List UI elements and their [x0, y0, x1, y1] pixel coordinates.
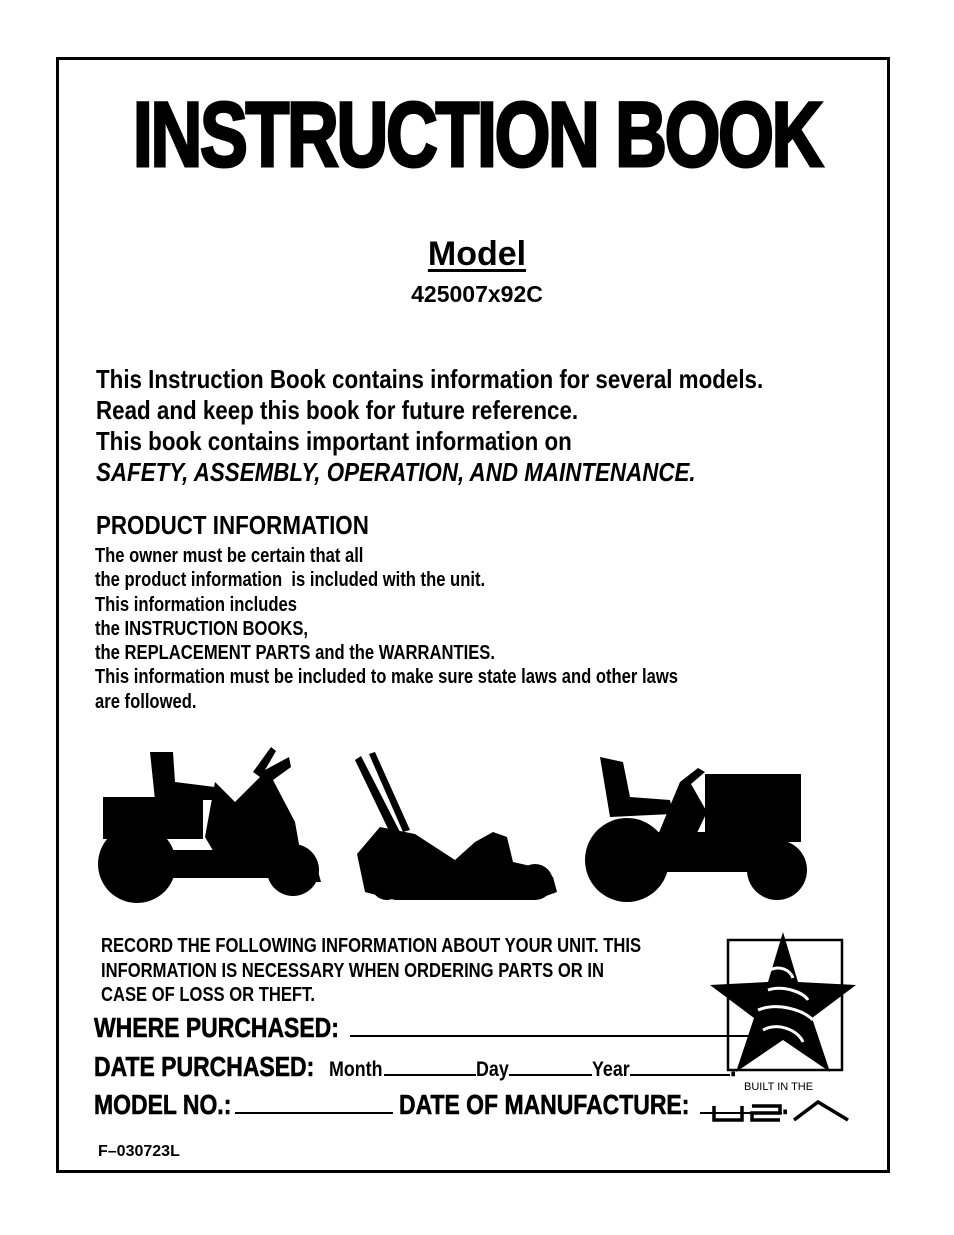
model-no-label: MODEL NO.: — [94, 1089, 232, 1120]
pi-line: the INSTRUCTION BOOKS, — [95, 617, 309, 640]
pi-line: are followed. — [95, 690, 197, 713]
where-purchased-label: WHERE PURCHASED: — [94, 1012, 339, 1043]
star-icon — [710, 932, 856, 1072]
pi-line: This information includes — [95, 593, 297, 616]
intro-line: Read and keep this book for future reference. — [96, 395, 579, 425]
month-field[interactable] — [384, 1074, 476, 1076]
pi-line: This information must be included to make sure state laws and other laws — [95, 666, 678, 689]
pi-line: the REPLACEMENT PARTS and the WARRANTIES. — [95, 642, 495, 665]
period: . — [781, 1089, 788, 1120]
model-label: Model — [427, 235, 527, 273]
day-label: Day — [475, 1058, 509, 1081]
product-information-body — [95, 544, 678, 714]
where-purchased-row — [94, 1012, 782, 1044]
pi-line: the product information is included with the unit. — [95, 569, 486, 592]
record-instructions — [101, 934, 641, 1008]
model-no-field[interactable] — [235, 1112, 393, 1114]
intro-emphasis: SAFETY, ASSEMBLY, OPERATION, AND MAINTENANCE. — [96, 457, 696, 487]
record-line: CASE OF LOSS OR THEFT. — [101, 984, 315, 1006]
intro-text — [96, 364, 763, 488]
built-in-usa-logo — [708, 930, 858, 1130]
record-line: INFORMATION IS NECESSARY WHEN ORDERING PARTS OR IN — [101, 959, 604, 982]
period: . — [729, 1051, 736, 1082]
date-purchased-label: DATE PURCHASED: — [94, 1051, 315, 1082]
intro-line: This Instruction Book contains information for several models. — [96, 364, 764, 394]
model-number: 425007x92C — [411, 281, 543, 307]
intro-line: This book contains important information on — [96, 426, 572, 456]
page-title: INSTRUCTION BOOK — [132, 84, 822, 186]
date-purchased-row — [94, 1051, 737, 1083]
model-no-row — [94, 1089, 789, 1121]
record-line: RECORD THE FOLLOWING INFORMATION ABOUT YOUR UNIT. THIS — [101, 935, 642, 957]
form-id: F–030723L — [98, 1143, 180, 1160]
equipment-illustrations — [95, 742, 810, 904]
product-information-heading: PRODUCT INFORMATION — [96, 510, 369, 540]
logo-caption: BUILT IN THE — [744, 1081, 814, 1093]
day-field[interactable] — [509, 1074, 592, 1076]
year-label: Year — [592, 1058, 630, 1081]
walk-behind-mower-illustration — [355, 752, 557, 900]
riding-tractor-illustration — [98, 747, 321, 903]
pi-line: The owner must be certain that all — [95, 545, 364, 567]
month-label: Month — [328, 1058, 383, 1081]
lawn-tractor-illustration — [585, 757, 807, 902]
date-of-manufacture-label: DATE OF MANUFACTURE: — [399, 1089, 690, 1120]
